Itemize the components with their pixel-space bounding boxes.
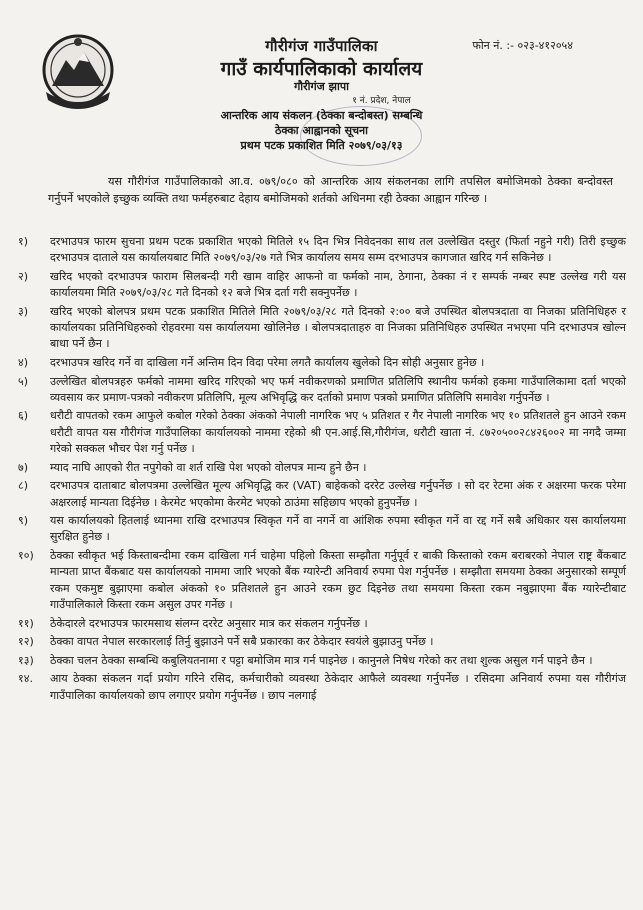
condition-item: [18, 616, 626, 632]
condition-number: ११): [18, 616, 34, 630]
conditions-list: [18, 234, 626, 706]
notice-title: ठेक्का आह्वानको सूचना: [274, 124, 369, 137]
condition-number: ३): [18, 304, 29, 318]
condition-number: १): [18, 235, 29, 248]
condition-text: ठेकेदारले दरभाउपत्र फारमसाथ संलग्न दररेट अनुसार मात्र कर संकलन गर्नुपर्नेछ ।: [50, 616, 368, 630]
notice-publish-date: प्रथम पटक प्रकाशित मिति २०७९/०३/१३: [240, 139, 403, 152]
province-name: १ नं. प्रदेश, नेपाल: [352, 96, 411, 106]
condition-number: २): [18, 269, 29, 283]
condition-item: [18, 408, 626, 457]
condition-text: दरभाउपत्र फारम सुचना प्रथम पटक प्रकाशित भएको मितिले १५ दिन भित्र निवेदनका साथ तल उल्लेखित दस्तुर (फिर्ता नहुने गरी) तिरी इच्छुक दरभाउपत्र दाताले यस कार्यालयबाट मिति २०७९/०३/२७ गते भित्र कार्यालय समय सम्म दरभाउपत्र कागजात खरिद गर्न सकिनेछ ।: [50, 235, 626, 265]
condition-item: [18, 460, 626, 476]
municipality-name: गौरीगंज गाउँपालिका: [265, 37, 378, 55]
condition-item: [18, 548, 626, 613]
condition-text: खरिद भएको बोलपत्र प्रथम पटक प्रकाशित मितिले मिति २०७९/०३/२८ गते दिनको २:०० बजे उपस्थित बोलपत्रदाता वा निजका प्रतिनिधिहरु र कार्यालयका प्रतिनिधिहरुको रोहवरमा यस कार्यालयमा खोलिनेछ । बोलपत्रदाताहरु वा निजका प्रतिनिधिहरु उपस्थित नभएमा पनि दरभाउपत्र खोल्न बाधा पर्ने छैन ।: [50, 304, 626, 351]
condition-number: १३): [18, 653, 34, 667]
condition-number: ६): [18, 409, 29, 423]
condition-item: [18, 304, 626, 353]
condition-item: [18, 478, 626, 511]
condition-item: [18, 634, 626, 650]
notice-subject: आन्तरिक आय संकलन (ठेक्का बन्दोबस्त) सम्बन्धि: [220, 109, 423, 122]
condition-item: [18, 374, 626, 407]
condition-text: दरभाउपत्र खरिद गर्ने वा दाखिला गर्ने अन्तिम दिन विदा परेमा लगतै कार्यालय खुलेको दिन सोही अनुसार हुनेछ ।: [50, 355, 485, 369]
condition-number: १०): [18, 549, 34, 563]
condition-text: ठेक्का वापत नेपाल सरकारलाई तिर्नु बुझाउने पर्ने सबै प्रकारका कर ठेकेदार स्वयंले बुझाउनु पर्नेछ ।: [50, 635, 434, 649]
condition-text: खरिद भएको दरभाउपत्र फाराम सिलबन्दी गरी खाम वाहिर आफनो वा फर्मको नाम, ठेगाना, ठेक्का नं र सम्पर्क नम्बर स्पष्ट उल्लेख गरी यस कार्यालयमा मिति २०७९/०३/२८ गते दिनको १२ बजे भित्र दर्ता गरी सक्नुपर्नेछ ।: [50, 269, 626, 300]
condition-number: ४): [18, 355, 29, 369]
condition-text: ठेक्का स्वीकृत भई किस्ताबन्दीमा रकम दाखिला गर्न चाहेमा पहिलो किस्ता सम्झौता गर्नुपूर्व र बाकी किस्ताको रकम बराबरको नेपाल राष्ट्र बैंकबाट मान्यता प्राप्त बैंकबाट यस कार्यालयको नाममा जारि भएको बैंक ग्यारेन्टी अनिवार्य रुपमा पेश गर्नुपर्नेछ । सम्झौता समयमा ठेक्का अनुसारको सम्पूर्ण रकम एकमुष्ट बुझाएमा कबोल अंकको १० प्रतिशतले हुन आउने रकम छुट दिइनेछ तथा समयमा किस्ता रकम नबुझाएमा बैंक ग्यारेन्टीबाट गाउँपालिकाले किस्ता रकम असुल उपर गर्नेछ ।: [50, 549, 626, 611]
condition-text: आय ठेक्का संकलन गर्दा प्रयोग गरिने रसिद, कर्मचारीको व्यवस्था ठेकेदार आफैले व्यवस्था गर्नुपर्नेछ । रसिदमा अनिवार्य रुपमा यस गौरीगंज गाउँपालिका कार्यालयको छाप लगाएर प्रयोग गर्नुपर्नेछ । छाप नलगाई: [50, 672, 626, 702]
condition-item: [18, 269, 626, 302]
condition-item: [18, 234, 626, 267]
condition-text: धरौटी वापतको रकम आफुले कबोल गरेको ठेक्का अंकको नेपाली नागरिक भए ५ प्रतिशत र गैर नेपाली नागरिक भए १० प्रतिशतले हुन आउने रकम धरौटी वापत यस गौरीगंज गाउँपालिका कार्यालयको नाममा रहेको श्री एन.आई.सि,गौरीगंज, धरौटी खाता नं. ८७२०५००२८४२६००२ मा नगदै जम्मा गरेको सक्कल भौचर पेश गर्नु पर्नेछ ।: [50, 409, 626, 456]
condition-item: [18, 653, 626, 669]
office-location: गौरीगंज झापा: [294, 80, 349, 93]
condition-number: ५): [18, 374, 29, 388]
condition-item: [18, 513, 626, 546]
intro-paragraph: यस गौरीगंज गाउँपालिकाको आ.व. ०७९/०८० को आन्तरिक आय संकलनका लागि तपसिल बमोजिमको ठेक्का बन्दोवस्त गर्नुपर्ने भएकोले इच्छुक व्यक्ति तथा फर्महरुबाट देहाय बमोजिमको शर्तको अधिनमा रही ठेक्का आह्वान गरिन्छ ।: [48, 175, 613, 206]
condition-text: म्याद नाघि आएको रीत नपुगेको वा शर्त राखि पेश भएको वोलपत्र मान्य हुने छैन ।: [50, 460, 367, 474]
office-name: गाउँ कार्यपालिकाको कार्यालय: [220, 58, 423, 80]
condition-number: १२): [18, 635, 34, 649]
condition-text: ठेक्का चलन ठेक्का सम्बन्धि कबुलियतनामा र पट्टा बमोजिम मात्र गर्न पाइनेछ । कानुनले निषेध गरेको कर तथा शुल्क असुल गर्न पाइने छैन ।: [50, 653, 593, 667]
condition-number: ८): [18, 479, 29, 493]
office-phone: फोन नं. :- ०२३-४१२०५४: [472, 39, 573, 52]
condition-number: ९): [18, 514, 29, 528]
condition-item: [18, 671, 626, 704]
condition-number: १४.: [18, 672, 33, 686]
condition-item: [18, 355, 626, 371]
condition-text: दरभाउपत्र दाताबाट बोलपत्रमा उल्लेखित मूल्य अभिवृद्धि कर (VAT) बाहेकको दररेट उल्लेख गर्नुपर्नेछ । सो दर रेटमा अंक र अक्षरमा फरक परेमा अक्षरलाई मान्यता दिईनेछ । केरमेट भएकोमा केरमेट भएको ठाउंमा सहिछाप भएको हुनुपर्नेछ ।: [50, 479, 626, 509]
condition-number: ७): [18, 460, 29, 474]
condition-text: उल्लेखित बोलपत्रहरु फर्मको नाममा खरिद गरिएको भए फर्म नवीकरणको प्रमाणित प्रतिलिपि स्थानीय फर्मको हकमा गाउँपालिकामा दर्ता भएको व्यवसाय कर प्रमाण-पत्रको नवीकरण प्रतिलिपि, मूल्य अभिवृद्धि कर दर्ताको प्रमाण पत्रको प्रमाणित प्रतिलिपि समावेश गर्नुपर्नेछ ।: [50, 374, 626, 404]
condition-text: यस कार्यालयको हितलाई ध्यानमा राखि दरभाउपत्र स्विकृत गर्ने वा नगर्ने वा आंशिक रुपमा स्वीकृत गर्ने वा रद्द गर्ने सबै अधिकार यस कार्यालयमा सुरक्षित हुनेछ ।: [50, 514, 626, 544]
